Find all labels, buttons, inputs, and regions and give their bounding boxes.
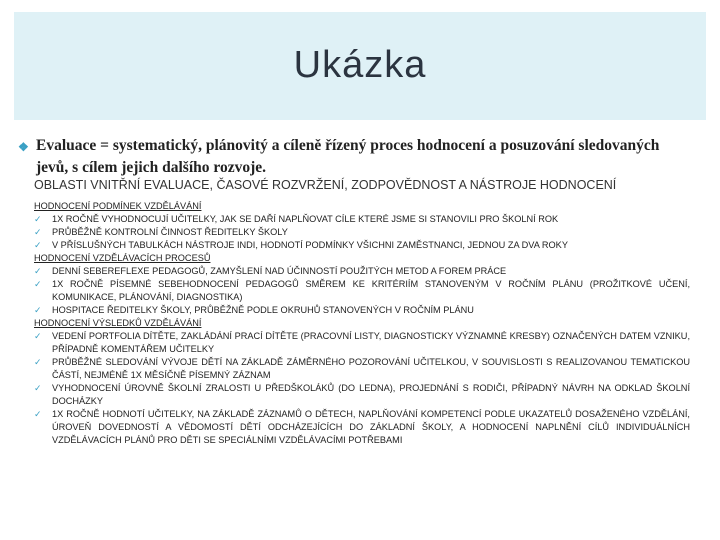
bullet-icon: ❖	[18, 140, 29, 154]
checkmark-icon: ✓	[34, 357, 42, 367]
list-item: ✓ 1X ROČNĚ VYHODNOCUJÍ UČITELKY, JAK SE DAŘÍ NAPLŇOVAT CÍLE KTERÉ JSME SI STANOVILI PRO ŠKOLNÍ ROK	[34, 214, 559, 224]
main-bullet	[18, 135, 692, 179]
list-item: ✓ PRŮBĚŽNÉ SLEDOVÁNÍ VÝVOJE DĚTÍ NA ZÁKLADĚ ZÁMĚRNÉHO POZOROVÁNÍ UČITELKOU, V SOUVISLOSTI S REALIZOVANOU TEMATICKOU ČÁSTÍ, NEJMÉNĚ 1X MĚSÍČNĚ PÍSEMNÝ ZÁZNAM	[34, 357, 690, 380]
list-item: ✓ VEDENÍ PORTFOLIA DÍTĚTE, ZAKLÁDÁNÍ PRACÍ DÍTĚTE (PRACOVNÍ LISTY, DIAGNOSTICKY VÝZNAMNÉ KRESBY) OZNAČENÝCH DATEM VZNIKU, PŘÍPADNĚ KOMENTÁŘEM UČITELKY	[34, 331, 690, 354]
checkmark-icon: ✓	[34, 240, 42, 250]
checkmark-icon: ✓	[34, 266, 42, 276]
list-item: ✓ V PŘÍSLUŠNÝCH TABULKÁCH NÁSTROJE INDI, HODNOTÍ PODMÍNKY VŠICHNI ZAMĚSTNANCI, JEDNOU ZA DVA ROKY	[34, 240, 568, 250]
section-heading: HODNOCENÍ VZDĚLÁVACÍCH PROCESŮ	[34, 253, 211, 263]
list-item: ✓ 1X ROČNĚ HODNOTÍ UČITELKY, NA ZÁKLADĚ ZÁZNAMŮ O DĚTECH, NAPLŇOVÁNÍ KOMPETENCÍ PODLE UKAZATELŮ DOSAŽENÉHO VZDĚLÁNÍ, ÚROVEŇ DOVEDNOSTÍ A VĚDOMOSTÍ DĚTÍ ODCHÁZEJÍCÍCH DO ZÁKLADNÍ ŠKOLY, A HODNOCENÍ NAPLNĚNÍ CÍLŮ INDIVIDUÁLNÍCH VZDĚLÁVACÍCH PLÁNŮ PRO DĚTI SE SPECIÁLNÍMI VZDĚLÁVACÍMI POTŘEBAMI	[34, 409, 690, 445]
main-bullet-text: Evaluace = systematický, plánovitý a cíleně řízený proces hodnocení a posuzování sledovaných jevů, s cílem jejich dalšího rozvoje.	[36, 137, 660, 176]
checkmark-icon: ✓	[34, 305, 42, 315]
checkmark-icon: ✓	[34, 227, 42, 237]
list-item: ✓ DENNÍ SEBEREFLEXE PEDAGOGŮ, ZAMYŠLENÍ NAD ÚČINNOSTÍ POUŽITÝCH METOD A FOREM PRÁCE	[34, 266, 507, 276]
checkmark-icon: ✓	[34, 214, 42, 224]
areas-line: OBLASTI VNITŘNÍ EVALUACE, ČASOVÉ ROZVRŽENÍ, ZODPOVĚDNOST A NÁSTROJE HODNOCENÍ	[34, 178, 617, 192]
checkmark-icon: ✓	[34, 409, 42, 419]
slide-title: Ukázka	[293, 44, 427, 86]
list-item: ✓ PRŮBĚŽNĚ KONTROLNÍ ČINNOST ŘEDITELKY ŠKOLY	[34, 227, 288, 237]
content	[34, 200, 690, 447]
list-item: ✓ HOSPITACE ŘEDITELKY ŠKOLY, PRŮBĚŽNĚ PODLE OKRUHŮ STANOVENÝCH V ROČNÍM PLÁNU	[34, 305, 474, 315]
section-heading: HODNOCENÍ VÝSLEDKŮ VZDĚLÁVÁNÍ	[34, 318, 202, 328]
checkmark-icon: ✓	[34, 279, 42, 289]
section-heading: HODNOCENÍ PODMÍNEK VZDĚLÁVÁNÍ	[34, 201, 202, 211]
checkmark-icon: ✓	[34, 331, 42, 341]
list-item: ✓ 1X ROČNĚ PÍSEMNÉ SEBEHODNOCENÍ PEDAGOGŮ SMĚREM KE KRITÉRIÍM STANOVENÝM V ROČNÍM PLÁNU (PROŽITKOVÉ UČENÍ, KOMUNIKACE, PLÁNOVÁNÍ, DIAGNOSTIKA)	[34, 279, 690, 302]
list-item: ✓ VYHODNOCENÍ ÚROVNĚ ŠKOLNÍ ZRALOSTI U PŘEDŠKOLÁKŮ (DO LEDNA), PROJEDNÁNÍ S RODIČI, PŘÍPADNÝ NÁVRH NA ODKLAD ŠKOLNÍ DOCHÁZKY	[34, 383, 690, 406]
checkmark-icon: ✓	[34, 383, 42, 393]
